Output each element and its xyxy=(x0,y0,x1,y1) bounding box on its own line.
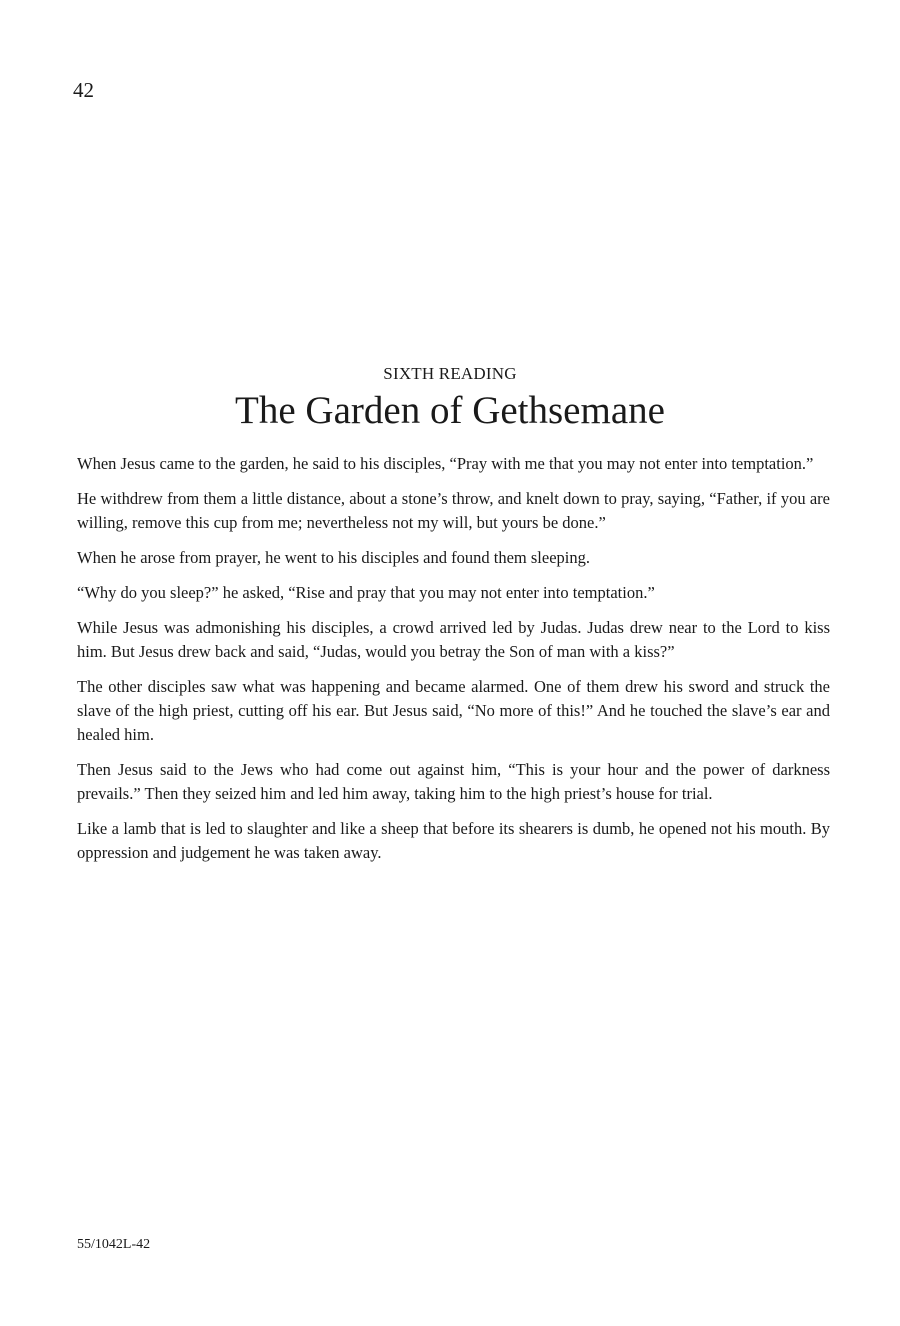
paragraph: Like a lamb that is led to slaughter and like a sheep that before its shearers is dumb, he opened not his mouth. By oppression and judgement he was taken away. xyxy=(77,819,830,862)
paragraph: While Jesus was admonishing his disciples, a crowd arrived led by Judas. Judas drew near to the Lord to kiss him. But Jesus drew back and said, “Judas, would you betray the Son of man with a kiss?” xyxy=(77,618,830,661)
page-number: 42 xyxy=(73,78,94,102)
reading-label: SIXTH READING xyxy=(383,364,517,383)
footer-code: 55/1042L-42 xyxy=(77,1237,151,1252)
reading-body xyxy=(77,452,830,876)
paragraph: When he arose from prayer, he went to his disciples and found them sleeping. xyxy=(77,548,590,567)
paragraph: He withdrew from them a little distance, about a stone’s throw, and knelt down to pray, saying, “Father, if you are willing, remove this cup from me; nevertheless not my will, but yours be done.” xyxy=(77,489,830,532)
paragraph: “Why do you sleep?” he asked, “Rise and pray that you may not enter into temptation.” xyxy=(77,583,655,602)
paragraph: When Jesus came to the garden, he said to his disciples, “Pray with me that you may not enter into temptation.” xyxy=(77,454,814,473)
paragraph: The other disciples saw what was happening and became alarmed. One of them drew his sword and struck the slave of the high priest, cutting off his ear. But Jesus said, “No more of this!” And he touched the slave’s ear and healed him. xyxy=(77,677,830,744)
page-title: The Garden of Gethsemane xyxy=(235,389,665,432)
paragraph: Then Jesus said to the Jews who had come out against him, “This is your hour and the power of darkness prevails.” Then they seized him and led him away, taking him to the high priest’s house for trial. xyxy=(77,760,830,803)
